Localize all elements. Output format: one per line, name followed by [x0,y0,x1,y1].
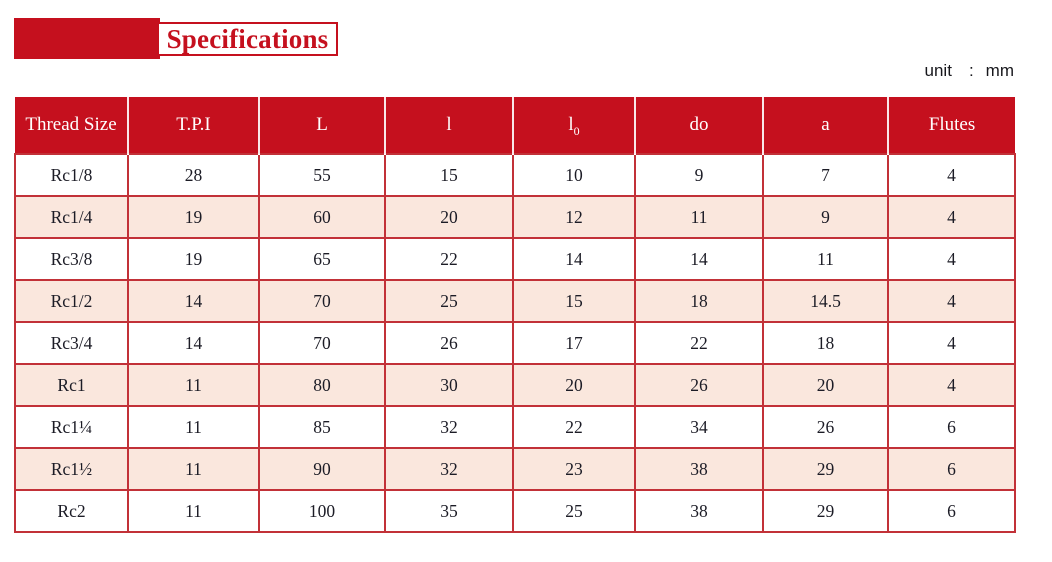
column-header-label: l [568,114,574,135]
value-cell: 22 [385,238,513,280]
column-header-t-p-i [128,97,259,154]
column-header-a [763,97,888,154]
value-cell: 60 [259,196,385,238]
table-row [15,196,1015,238]
value-cell: 26 [635,364,763,406]
table-row [15,238,1015,280]
column-header-label: do [689,114,709,135]
value-cell: 38 [635,448,763,490]
column-header-flutes [888,97,1015,154]
value-cell: 6 [888,490,1015,532]
table-row [15,490,1015,532]
thread-size-cell: Rc1/8 [15,154,128,196]
value-cell: 30 [385,364,513,406]
unit-note [14,61,1014,81]
table-row [15,448,1015,490]
column-header-l0 [513,97,635,154]
value-cell: 15 [513,280,635,322]
value-cell: 26 [385,322,513,364]
unit-value: mm [985,61,1014,80]
thread-size-cell: Rc3/4 [15,322,128,364]
value-cell: 14 [128,322,259,364]
value-cell: 14 [635,238,763,280]
table-row [15,280,1015,322]
value-cell: 20 [763,364,888,406]
value-cell: 4 [888,196,1015,238]
value-cell: 65 [259,238,385,280]
value-cell: 25 [513,490,635,532]
value-cell: 23 [513,448,635,490]
table-row [15,364,1015,406]
value-cell: 90 [259,448,385,490]
value-cell: 11 [128,490,259,532]
thread-size-cell: Rc1¼ [15,406,128,448]
unit-label: unit [924,61,952,80]
value-cell: 100 [259,490,385,532]
value-cell: 38 [635,490,763,532]
specifications-table [14,97,1016,533]
value-cell: 6 [888,406,1015,448]
thread-size-cell: Rc1/4 [15,196,128,238]
value-cell: 20 [385,196,513,238]
column-header-label: Flutes [928,114,976,135]
value-cell: 4 [888,280,1015,322]
value-cell: 32 [385,406,513,448]
value-cell: 34 [635,406,763,448]
value-cell: 11 [763,238,888,280]
column-header-label: Thread Size [25,114,117,135]
value-cell: 11 [128,406,259,448]
title-banner-bar [14,18,160,59]
value-cell: 4 [888,322,1015,364]
value-cell: 25 [385,280,513,322]
value-cell: 26 [763,406,888,448]
value-cell: 19 [128,238,259,280]
value-cell: 22 [513,406,635,448]
value-cell: 18 [635,280,763,322]
table-header [15,97,1015,154]
value-cell: 85 [259,406,385,448]
column-header-label: a [821,114,830,135]
value-cell: 9 [635,154,763,196]
value-cell: 80 [259,364,385,406]
page-title: Specifications [166,23,329,54]
value-cell: 14.5 [763,280,888,322]
value-cell: 7 [763,154,888,196]
value-cell: 28 [128,154,259,196]
table-row [15,322,1015,364]
table-body [15,154,1015,532]
title-box [157,22,338,56]
value-cell: 14 [128,280,259,322]
value-cell: 4 [888,364,1015,406]
header-row [15,97,1015,154]
value-cell: 14 [513,238,635,280]
value-cell: 12 [513,196,635,238]
value-cell: 19 [128,196,259,238]
thread-size-cell: Rc3/8 [15,238,128,280]
value-cell: 11 [635,196,763,238]
value-cell: 6 [888,448,1015,490]
value-cell: 70 [259,322,385,364]
value-cell: 18 [763,322,888,364]
column-header-label: L [316,114,328,135]
table-row [15,154,1015,196]
table-row [15,406,1015,448]
value-cell: 35 [385,490,513,532]
value-cell: 4 [888,154,1015,196]
value-cell: 32 [385,448,513,490]
thread-size-cell: Rc2 [15,490,128,532]
value-cell: 17 [513,322,635,364]
thread-size-cell: Rc1/2 [15,280,128,322]
thread-size-cell: Rc1 [15,364,128,406]
column-header-label: l [446,114,452,135]
column-header-l [259,97,385,154]
value-cell: 4 [888,238,1015,280]
column-header-l [385,97,513,154]
value-cell: 9 [763,196,888,238]
value-cell: 29 [763,490,888,532]
value-cell: 20 [513,364,635,406]
column-header-thread-size [15,97,128,154]
value-cell: 15 [385,154,513,196]
value-cell: 70 [259,280,385,322]
value-cell: 29 [763,448,888,490]
column-header-subscript: 0 [573,123,580,138]
value-cell: 22 [635,322,763,364]
value-cell: 11 [128,364,259,406]
unit-colon: : [968,61,974,80]
value-cell: 10 [513,154,635,196]
value-cell: 11 [128,448,259,490]
value-cell: 55 [259,154,385,196]
thread-size-cell: Rc1½ [15,448,128,490]
column-header-label: T.P.I [176,114,211,135]
column-header-do [635,97,763,154]
